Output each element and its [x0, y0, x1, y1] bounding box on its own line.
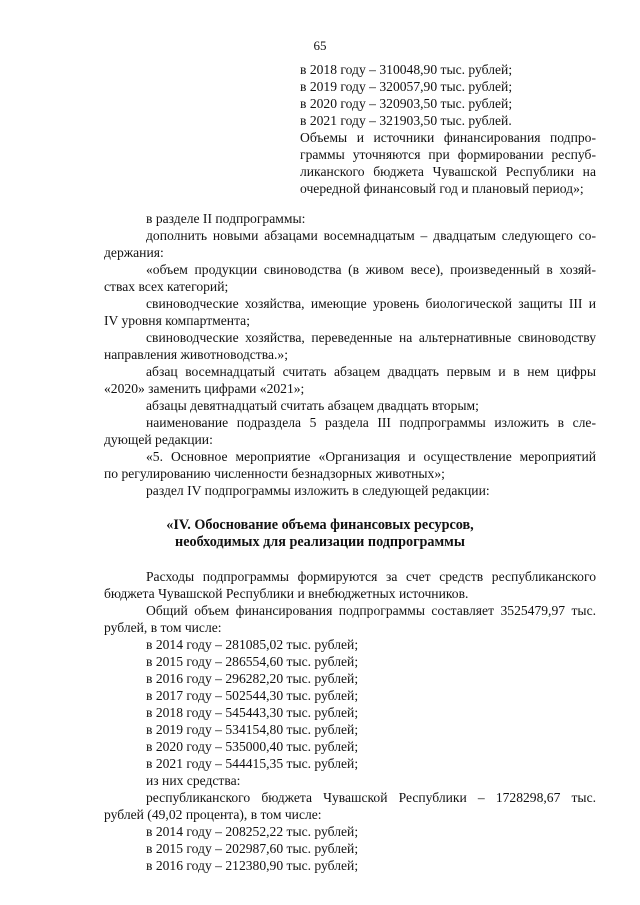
year-line: в 2020 году – 535000,40 тыс. рублей;	[146, 739, 359, 754]
year-line: в 2019 году – 320057,90 тыс. рублей;	[300, 79, 513, 94]
paragraph-line: Объемы и источники финансирования подпро-	[300, 130, 596, 145]
year-line: в 2021 году – 321903,50 тыс. рублей.	[300, 113, 512, 128]
body-line: рублей (49,02 процента), в том числе:	[104, 807, 322, 822]
body-line: бюджета Чувашской Республики и внебюджетных источников.	[104, 586, 469, 601]
amend-line: абзац восемнадцатый считать абзацем двадцать первым и в нем цифры	[146, 364, 596, 379]
amend-line: IV уровня компартмента;	[104, 313, 250, 328]
amend-line: «объем продукции свиноводства (в живом весе), произведенный в хозяй-	[146, 262, 596, 277]
year-line: в 2014 году – 281085,02 тыс. рублей;	[146, 637, 359, 652]
amend-line: «5. Основное мероприятие «Организация и осуществление мероприятий	[146, 449, 596, 464]
amend-line: дующей редакции:	[104, 432, 213, 447]
section-heading: необходимых для реализации подпрограммы	[175, 534, 465, 550]
paragraph-line: очередной финансовый год и плановый период»;	[300, 181, 584, 196]
year-line: в 2019 году – 534154,80 тыс. рублей;	[146, 722, 359, 737]
year-line: в 2017 году – 502544,30 тыс. рублей;	[146, 688, 359, 703]
year-line: в 2014 году – 208252,22 тыс. рублей;	[146, 824, 359, 839]
amend-line: наименование подраздела 5 раздела III подпрограммы изложить в сле-	[146, 415, 596, 430]
amend-line: держания:	[104, 245, 164, 260]
year-line: в 2016 году – 296282,20 тыс. рублей;	[146, 671, 359, 686]
page-number: 65	[313, 38, 327, 53]
amend-line: в разделе II подпрограммы:	[146, 211, 306, 226]
body-line: Расходы подпрограммы формируются за счет средств республиканского	[146, 569, 596, 584]
amend-line: свиноводческие хозяйства, имеющие уровень биологической защиты III и	[146, 296, 596, 311]
body-line: из них средства:	[146, 773, 241, 788]
year-line: в 2018 году – 310048,90 тыс. рублей;	[300, 62, 513, 77]
body-line: рублей, в том числе:	[104, 620, 222, 635]
amend-line: свиноводческие хозяйства, переведенные на альтернативные свиноводству	[146, 330, 596, 345]
paragraph-line: ликанского бюджета Чувашской Республики на	[300, 164, 596, 179]
year-line: в 2021 году – 544415,35 тыс. рублей;	[146, 756, 359, 771]
paragraph-line: граммы уточняются при формировании респуб-	[300, 147, 596, 162]
amend-line: по регулированию численности безнадзорных животных»;	[104, 466, 445, 481]
amend-line: ствах всех категорий;	[104, 279, 229, 294]
amend-line: дополнить новыми абзацами восемнадцатым – двадцатым следующего со-	[146, 228, 596, 243]
body-line: Общий объем финансирования подпрограммы составляет 3525479,97 тыс.	[146, 603, 596, 618]
amend-line: абзацы девятнадцатый считать абзацем двадцать вторым;	[146, 398, 479, 413]
year-line: в 2018 году – 545443,30 тыс. рублей;	[146, 705, 359, 720]
year-line: в 2020 году – 320903,50 тыс. рублей;	[300, 96, 513, 111]
amend-line: направления животноводства.»;	[104, 347, 288, 362]
year-line: в 2015 году – 286554,60 тыс. рублей;	[146, 654, 359, 669]
section-heading: «IV. Обоснование объема финансовых ресурсов,	[166, 517, 474, 533]
amend-line: «2020» заменить цифрами «2021»;	[104, 381, 305, 396]
year-line: в 2015 году – 202987,60 тыс. рублей;	[146, 841, 359, 856]
body-line: республиканского бюджета Чувашской Республики – 1728298,67 тыс.	[146, 790, 596, 805]
amend-line: раздел IV подпрограммы изложить в следующей редакции:	[146, 483, 490, 498]
year-line: в 2016 году – 212380,90 тыс. рублей;	[146, 858, 359, 873]
